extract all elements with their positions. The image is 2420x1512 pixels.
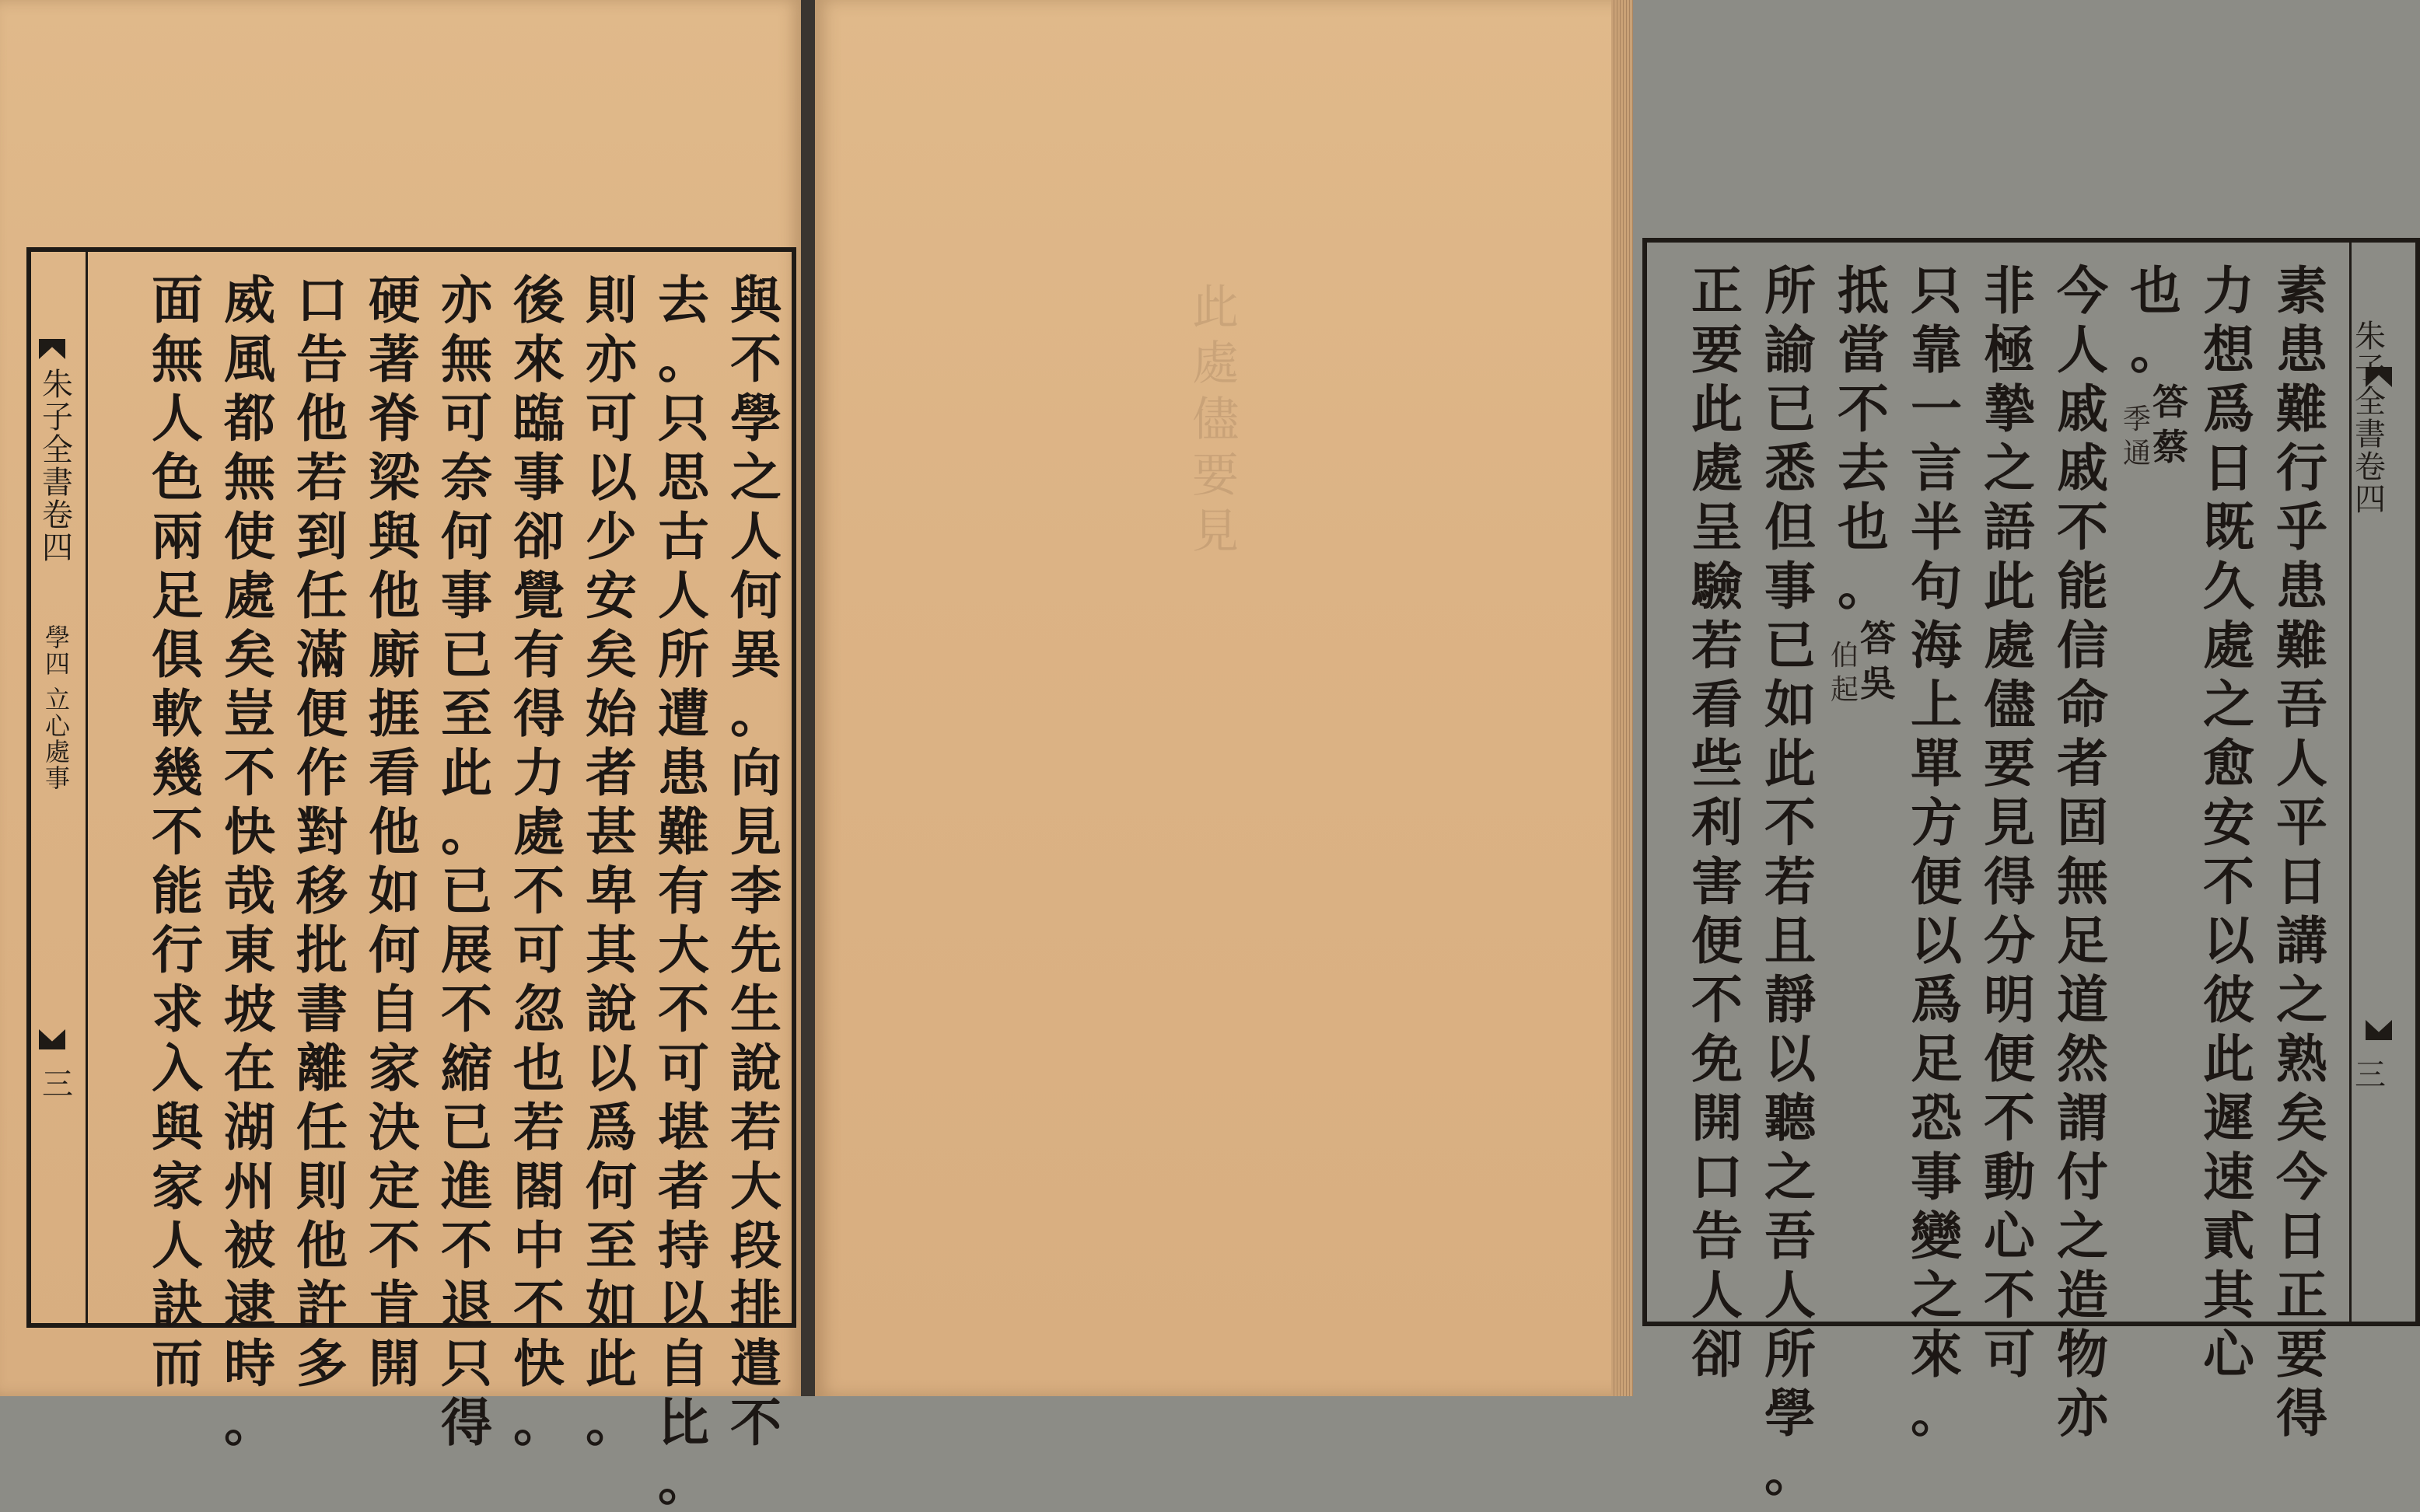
text-column: 去 。 只 思 古 人 所 遭 患 難 有 大 不 可 堪 者 持 以 自 比 。 — [658, 270, 709, 1512]
text-column — [1757, 261, 1823, 1502]
text-column: 後 來 臨 事 卻 覺 有 得 力 處 不 可 忽 也 若 閤 中 不 快 。 — [513, 270, 565, 1453]
text-column: 威 風 都 無 使 處 矣 豈 不 快 哉 東 坡 在 湖 州 被 逮 時 。 — [224, 270, 275, 1453]
column-main-text: 非 極 摯 之 語 此 處 儘 要 見 得 分 明 便 不 動 心 不 可 — [1984, 260, 2035, 1385]
left-text-frame — [26, 247, 796, 1512]
text-column: 亦 無 可 奈 何 事 已 至 此 。 已 展 不 縮 已 進 不 退 只 得 — [441, 270, 492, 1453]
column-main-text: 正 要 此 處 呈 驗 若 看 些 利 害 便 不 免 開 口 告 人 卻 — [1691, 260, 1743, 1385]
text-column: 面 無 人 色 兩 足 俱 軟 幾 不 能 行 求 入 與 家 人 訣 而 — [152, 270, 203, 1394]
banxin-title: 朱子全書卷四 — [2355, 319, 2386, 518]
annotation-line: 伯 起 — [1831, 640, 1859, 706]
inline-annotation — [2123, 379, 2188, 471]
text-column — [2050, 261, 2115, 1443]
column-main-text: 只 靠 一 言 半 句 海 上 單 方 便 以 爲 足 恐 事 變 之 來 。 — [1911, 260, 1962, 1444]
banxin-title: 朱子全書卷四 — [42, 367, 73, 566]
fish-tail-mark-lower — [2366, 1020, 2392, 1040]
book-gutter — [801, 0, 815, 1396]
inline-annotation — [1831, 616, 1896, 707]
banxin-folio: 三 — [42, 1067, 73, 1102]
right-page — [815, 0, 2386, 1503]
text-column: 口 告 他 若 到 任 滿 便 作 對 移 批 書 離 任 則 他 許 多 — [296, 270, 348, 1394]
text-column — [2269, 261, 2334, 1443]
right-text-frame — [1642, 238, 2420, 1503]
column-main-text: 素 患 難 行 乎 患 難 吾 人 平 日 講 之 熟 矣 今 日 正 要 得 — [2276, 260, 2327, 1444]
annotation-line: 答 蔡 — [2152, 381, 2189, 468]
column-main-text: 抵 當 不 去 也 。 — [1838, 260, 1889, 616]
book-fore-edge — [1611, 0, 1633, 1396]
fish-tail-mark — [39, 339, 65, 359]
column-main-text: 力 想 爲 日 既 久 處 之 愈 安 不 以 彼 此 遲 速 貳 其 心 — [2203, 260, 2254, 1385]
text-column — [1977, 261, 2042, 1384]
left-margin-rule — [86, 252, 88, 1323]
text-column: 與 不 學 之 人 何 異 。 向 見 李 先 生 說 若 大 段 排 遣 不 — [730, 270, 782, 1453]
show-through-text: 此處儘要見 — [1192, 281, 1239, 559]
column-main-text: 也 。 — [2130, 260, 2181, 380]
banxin-folio: 三 — [2355, 1057, 2386, 1093]
left-page — [0, 0, 801, 1512]
column-main-text: 所 諭 已 悉 但 事 已 如 此 不 若 且 靜 以 聽 之 吾 人 所 學 。 — [1764, 260, 1816, 1503]
text-column: 硬 著 脊 梁 與 他 廝 捱 看 他 如 何 自 家 決 定 不 肯 開 — [369, 270, 420, 1394]
fish-tail-mark-lower — [39, 1029, 65, 1049]
annotation-line: 季 通 — [2123, 403, 2152, 470]
column-main-text: 今 人 戚 戚 不 能 信 命 者 固 無 足 道 然 謂 付 之 造 物 亦 — [2057, 260, 2108, 1444]
text-column — [2196, 261, 2261, 1384]
text-column — [1684, 261, 1750, 1384]
text-column — [1831, 261, 1896, 707]
text-column — [1904, 261, 1969, 1443]
banxin-topic: 立心處事 — [44, 685, 70, 793]
text-column: 則 亦 可 以 少 安 矣 始 者 甚 卑 其 說 以 爲 何 至 如 此 。 — [586, 270, 637, 1453]
annotation-line: 答 吳 — [1860, 617, 1897, 704]
text-column — [2123, 261, 2188, 471]
banxin-section: 學四 — [44, 623, 70, 679]
